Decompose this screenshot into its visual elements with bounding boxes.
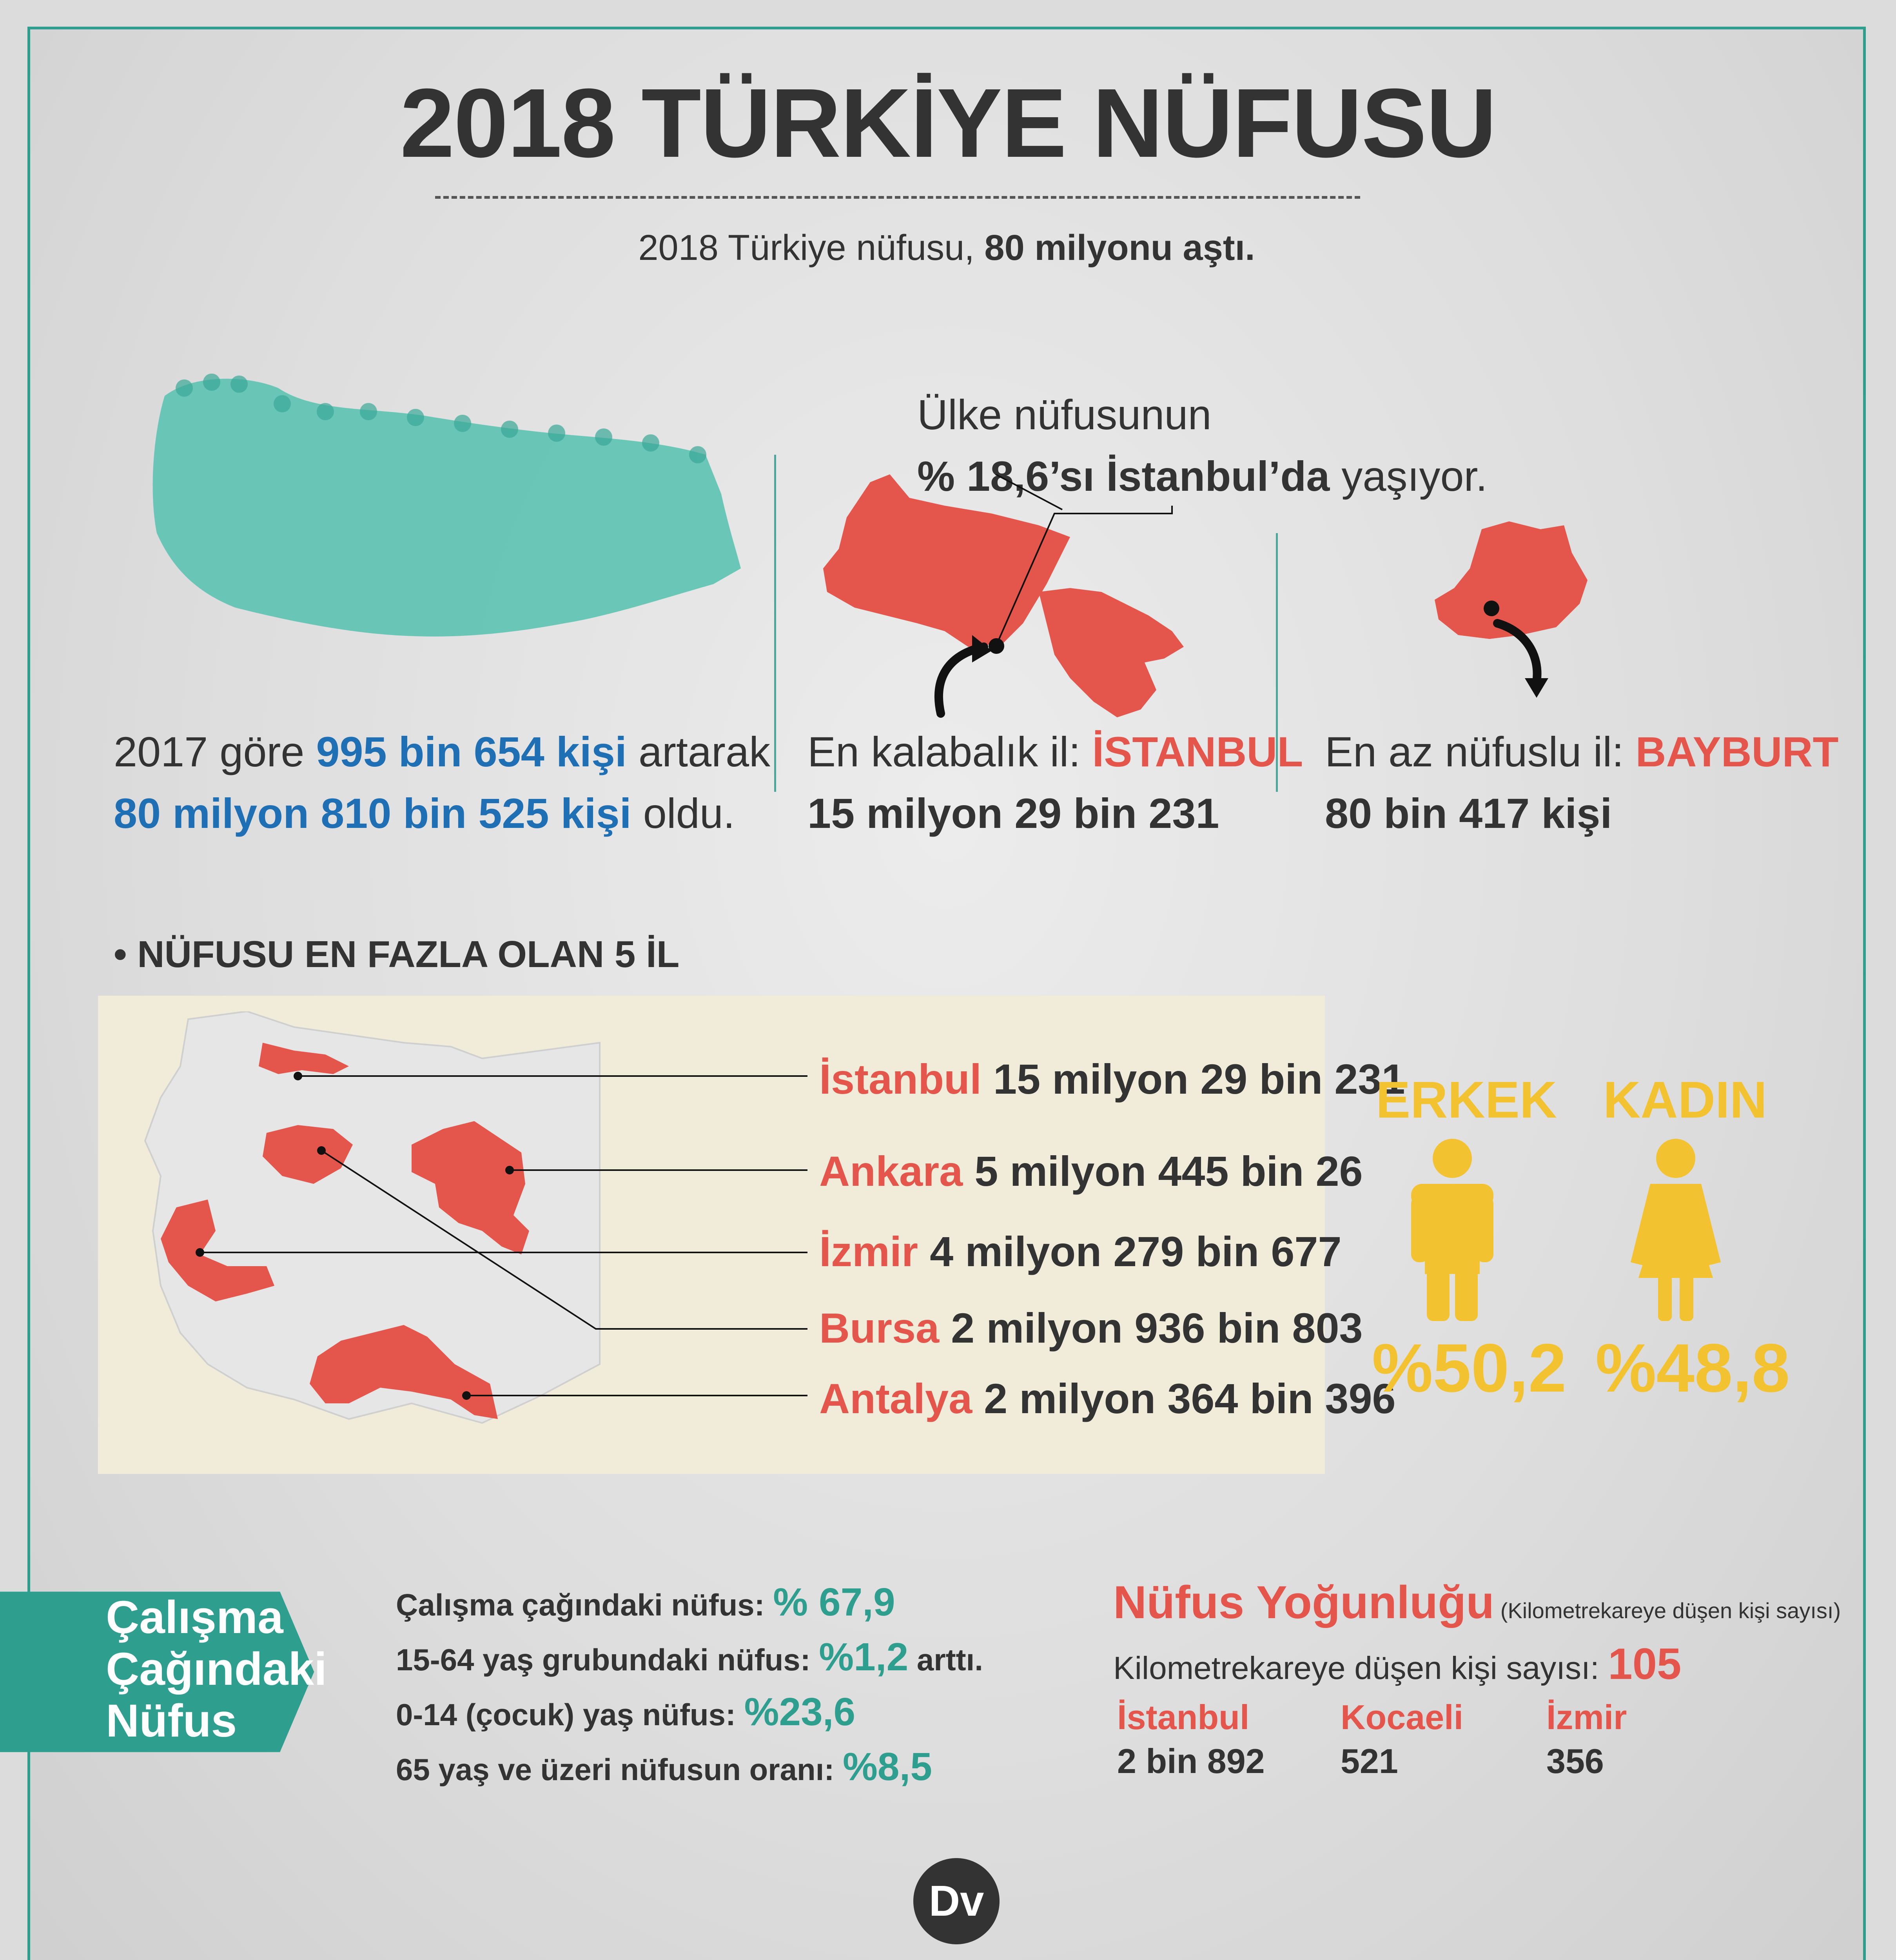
density-line [1113,1639,1681,1689]
density-line-value: 105 [1608,1639,1682,1688]
density-city-name: İzmir [1546,1698,1627,1737]
top5-item-name: Bursa [819,1304,940,1352]
female-label: KADIN [1603,1071,1767,1129]
population-line1-prefix: 2017 göre [114,728,316,775]
working-row-value: %23,6 [744,1690,856,1734]
top5-item-name: İzmir [819,1228,918,1275]
male-figure-icon [1403,1137,1501,1321]
top5-item-value: 5 milyon 445 bin 26 [963,1147,1363,1195]
istanbul-share-line1: Ülke nüfusunun [917,391,1212,438]
least-populous-value: 80 bin 417 kişi [1325,789,1612,837]
page-title: 2018 TÜRKİYE NÜFUSU [400,68,1496,178]
banner-line-2: Çağındaki [106,1643,327,1695]
banner-line-3: Nüfus [106,1695,237,1747]
top5-item-izmir [819,1227,1342,1276]
top5-item-value: 2 milyon 364 bin 396 [972,1375,1396,1422]
density-title-note: (Kilometrekareye düşen kişi sayısı) [1494,1598,1841,1623]
working-row-2 [396,1635,983,1680]
total-population: 80 milyon 810 bin 525 kişi [114,789,631,837]
working-row-value: %1,2 [819,1635,909,1679]
working-row-label: Çalışma çağındaki nüfus: [396,1588,773,1622]
top5-item-ankara [819,1147,1363,1196]
working-row-label: 15-64 yaş grubundaki nüfus: [396,1642,819,1677]
top5-item-antalya [819,1374,1396,1423]
working-age-banner-text [106,1592,327,1747]
working-row-1 [396,1580,895,1625]
density-city-kocaeli [1341,1697,1463,1781]
subtitle-prefix: 2018 Türkiye nüfusu, [638,228,985,268]
density-line-label: Kilometrekareye düşen kişi sayısı: [1113,1650,1608,1686]
density-city-istanbul [1117,1697,1265,1781]
female-percent: %48,8 [1595,1330,1790,1406]
top5-item-name: İstanbul [819,1055,982,1103]
top5-item-istanbul [819,1054,1405,1103]
top5-item-value: 2 milyon 936 bin 803 [939,1304,1363,1352]
dv-logo-text: Dv [929,1877,984,1925]
top5-item-name: Antalya [819,1375,972,1422]
istanbul-share-suffix: yaşıyor. [1330,452,1488,500]
density-title [1113,1576,1841,1629]
top5-item-name: Ankara [819,1147,963,1195]
working-row-value: % 67,9 [773,1580,895,1624]
working-row-label: 65 yaş ve üzeri nüfusun oranı: [396,1752,843,1787]
most-populous-name: İSTANBUL [1092,728,1303,775]
working-row-value: %8,5 [843,1745,932,1789]
male-label: ERKEK [1376,1071,1557,1129]
density-city-izmir [1546,1697,1627,1781]
working-row-label: 0-14 (çocuk) yaş nüfus: [396,1697,744,1732]
population-line1-suffix: artarak [626,728,771,775]
working-row-4 [396,1744,932,1789]
female-figure-icon [1627,1137,1725,1321]
density-city-value: 356 [1546,1742,1604,1780]
most-populous-label: En kalabalık il: [807,728,1092,775]
density-city-name: Kocaeli [1341,1698,1464,1737]
working-row-3 [396,1690,855,1735]
least-populous-label: En az nüfuslu il: [1325,728,1636,775]
population-line2-suffix: oldu. [631,789,735,837]
top5-heading: • NÜFUSU EN FAZLA OLAN 5 İL [114,933,680,975]
dv-logo [913,1858,1000,1944]
density-title-text: Nüfus Yoğunluğu [1113,1577,1495,1628]
working-row-suffix: arttı. [908,1642,983,1677]
top5-item-value: 4 milyon 279 bin 677 [918,1228,1342,1275]
top5-item-value: 15 milyon 29 bin 231 [982,1055,1405,1103]
least-populous-name: BAYBURT [1635,728,1839,775]
banner-line-1: Çalışma [106,1592,283,1643]
subtitle-bold: 80 milyonu aştı. [984,228,1255,268]
density-city-value: 521 [1341,1742,1398,1780]
top5-item-bursa [819,1303,1363,1352]
density-city-name: İstanbul [1117,1698,1250,1737]
population-increase: 995 bin 654 kişi [316,728,627,775]
male-percent: %50,2 [1372,1330,1567,1406]
density-city-value: 2 bin 892 [1117,1742,1265,1780]
most-populous-value: 15 milyon 29 bin 231 [807,789,1219,837]
istanbul-share-pct: % 18,6’sı İstanbul’da [917,452,1330,500]
